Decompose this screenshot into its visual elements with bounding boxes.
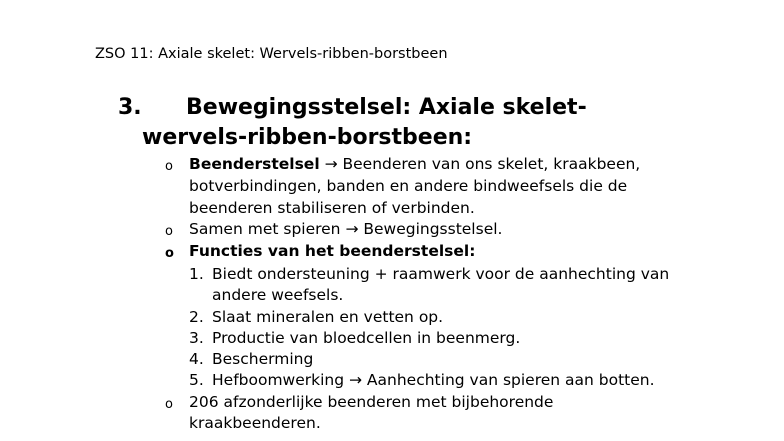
numbered-item: Bescherming (212, 350, 314, 368)
list-item-continuation: kraakbeenderen. (189, 414, 321, 432)
list-item (189, 154, 640, 175)
heading-line-2: wervels-ribben-borstbeen: (142, 125, 473, 150)
term-beenderstelsel: Beenderstelsel (189, 155, 320, 173)
numbered-item: Slaat mineralen en vetten op. (212, 308, 444, 326)
item-text: Beenderen van ons skelet, kraakbeen, (342, 155, 641, 173)
section-number: 3. (118, 95, 142, 120)
list-item-functions: Functies van het beenderstelsel: (189, 242, 476, 260)
numbered-item-continuation: andere weefsels. (212, 286, 344, 304)
list-item: 206 afzonderlijke beenderen met bijbehorende (189, 393, 554, 411)
bullet-marker: o (165, 246, 174, 261)
bullet-marker: o (165, 159, 173, 174)
list-number: 1. (189, 265, 204, 283)
list-number: 2. (189, 308, 204, 326)
list-number: 4. (189, 350, 204, 368)
section-heading (118, 93, 587, 153)
page-header: ZSO 11: Axiale skelet: Wervels-ribben-borstbeen (95, 46, 448, 62)
list-item-continuation: botverbindingen, banden en andere bindweefsels die de (189, 177, 628, 195)
arrow: → (319, 155, 343, 173)
list-item: Samen met spieren → Bewegingsstelsel. (189, 220, 503, 238)
list-number: 3. (189, 329, 204, 347)
list-number: 5. (189, 371, 204, 389)
heading-line-1: Bewegingsstelsel: Axiale skelet- (186, 95, 587, 120)
numbered-item: Productie van bloedcellen in beenmerg. (212, 329, 521, 347)
numbered-item: Biedt ondersteuning + raamwerk voor de aanhechting van (212, 265, 670, 283)
bullet-marker: o (165, 224, 173, 239)
numbered-item: Hefboomwerking → Aanhechting van spieren aan botten. (212, 371, 655, 389)
list-item-continuation: beenderen stabiliseren of verbinden. (189, 199, 475, 217)
bullet-marker: o (165, 397, 173, 412)
